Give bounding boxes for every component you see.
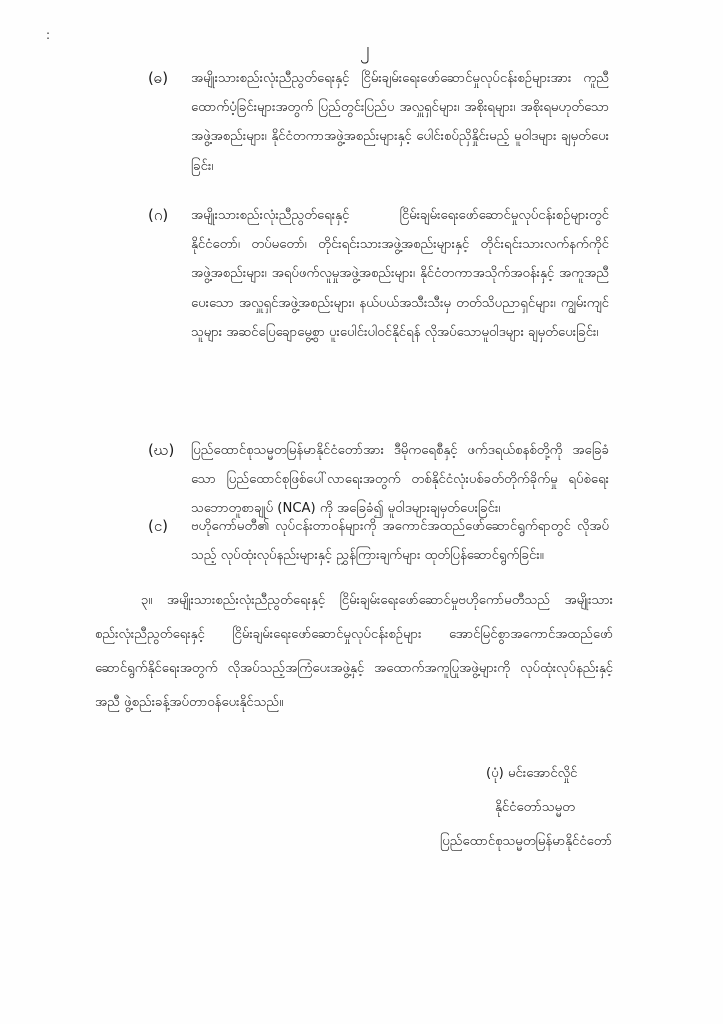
paragraph-body: အမျိုးသားစည်းလုံးညီညွတ်ရေးနှင့် ငြိမ်းချမ်းရေးဖော်ဆောင်မှုဗဟိုကော်မတီသည် အမျိုးသား စည်းလုံးညီညွတ်ရေးနှင့် ငြိမ်းချမ်းရေးဖော်ဆောင်မှုလုပ်ငန်းစဉ်များ အောင်မြင်စွာအကောင်အထည်ဖော် ဆောင်ရွက်နိုင်ရေးအတွက် လိုအပ်သည့်အကြံပေးအဖွဲ့နှင့် အထောက်အကူပြုအဖွဲ့များကို လုပ်ထုံးလုပ်နည်းနှင့်အညီ ဖွဲ့စည်းခန့်အပ်တာဝန်ပေးနိုင်သည်။: [95, 593, 613, 710]
page-number: ၂: [360, 38, 370, 60]
item-label: (ဂ): [148, 206, 169, 224]
signatory-name: (ပုံ) မင်းအောင်လှိုင်: [486, 766, 578, 781]
item-label: (င): [148, 517, 169, 535]
paragraph-text: [95, 584, 613, 720]
item-text: အမျိုးသားစည်းလုံးညီညွတ်ရေးနှင့် ငြိမ်းချမ်းရေးဖော်ဆောင်မှုလုပ်ငန်းစဉ်များအား ကူညီထောက်ပံ့ခြင်းများအတွက် ပြည်တွင်းပြည်ပ အလှူရှင်များ၊ အစိုးရများ၊ အစိုးရမဟုတ်သော အဖွဲ့အစည်းများ၊ နိုင်ငံတကာအဖွဲ့အစည်းများနှင့် ပေါင်းစပ်ညှိနှိုင်းမည့် မူဝါဒများ ချမှတ်ပေးခြင်း၊: [191, 71, 609, 174]
signatory-title: နိုင်ငံတော်သမ္မတ: [495, 800, 575, 815]
margin-mark: :: [46, 28, 51, 42]
item-text: ဗဟိုကော်မတီ၏ လုပ်ငန်းတာဝန်များကို အကောင်အထည်ဖော်ဆောင်ရွက်ရာတွင် လိုအပ်သည့် လုပ်ထုံးလုပ်နည်းများနှင့် ညွှန်ကြားချက်များ ထုတ်ပြန်ဆောင်ရွက်ခြင်း။: [191, 519, 609, 564]
item-text: အမျိုးသားစည်းလုံးညီညွတ်ရေးနှင့် ငြိမ်းချမ်းရေးဖော်ဆောင်မှုလုပ်ငန်းစဉ်များတွင် နိုင်ငံတော်၊ တပ်မတော်၊ တိုင်းရင်းသားအဖွဲ့အစည်းများနှင့် တိုင်းရင်းသားလက်နက်ကိုင် အဖွဲ့အစည်းများ၊ အရပ်ဖက်လူမှုအဖွဲ့အစည်းများ၊ နိုင်ငံတကာအသိုက်အဝန်းနှင့် အကူအညီပေးသော အလှူရှင်အဖွဲ့အစည်းများ၊ နယ်ပယ်အသီးသီးမှ တတ်သိပညာရှင်များ၊ ကျွမ်းကျင်သူများ အဆင်ပြေချောမွေ့စွာ ပူးပေါင်းပါဝင်နိုင်ရန် လိုအပ်သောမူဝါဒများ ချမှတ်ပေးခြင်း၊: [191, 208, 609, 340]
item-label: (ဃ): [148, 441, 175, 459]
signatory-country: ပြည်ထောင်စုသမ္မတမြန်မာနိုင်ငံတော်: [440, 834, 613, 849]
item-text: ပြည်ထောင်စုသမ္မတမြန်မာနိုင်ငံတော်အား ဒီမိုကရေစီနှင့် ဖက်ဒရယ်စနစ်တို့ကို အခြေခံသော ပြည်ထောင်စုဖြစ်ပေါ်လာရေးအတွက် တစ်နိုင်ငံလုံးပစ်ခတ်တိုက်ခိုက်မှု ရပ်စဲရေးသဘောတူစာချုပ် (NCA) ကို အခြေခံ၍ မူဝါဒများချမှတ်ပေးခြင်း၊: [191, 443, 609, 517]
item-label: (ဓ): [148, 69, 169, 87]
paragraph-number: ၃။: [141, 593, 153, 608]
